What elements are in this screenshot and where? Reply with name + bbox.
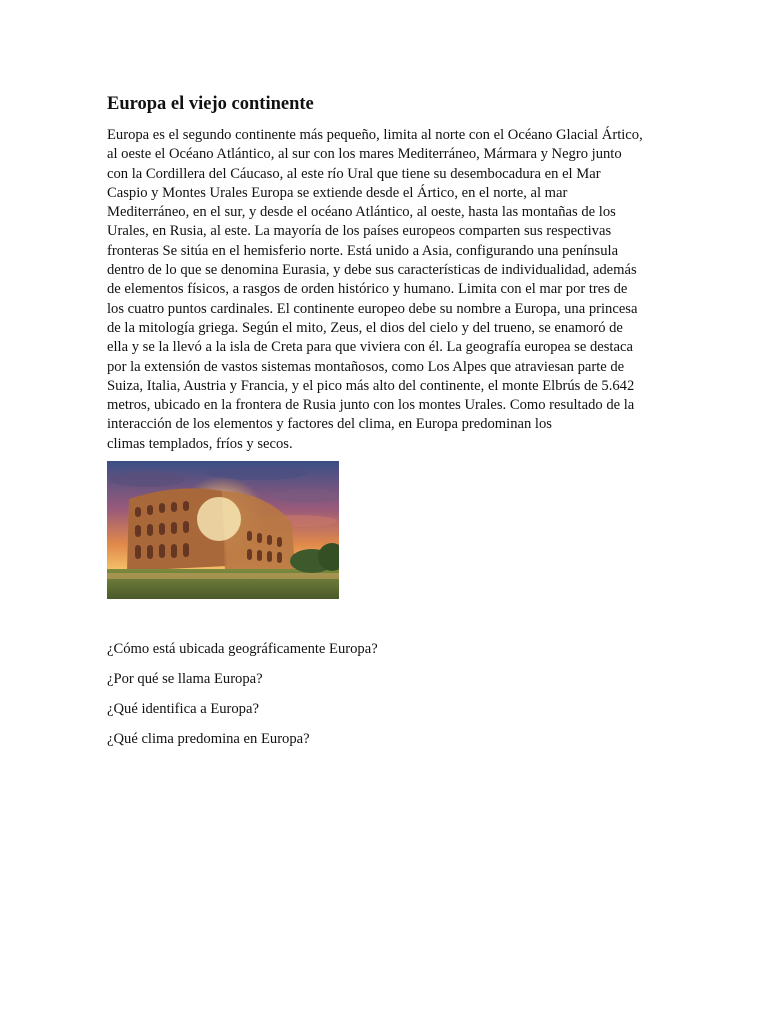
- questions-list: [107, 640, 663, 749]
- question-item: ¿Qué clima predomina en Europa?: [107, 731, 310, 748]
- question-item: ¿Cómo está ubicada geográficamente Europa?: [107, 641, 378, 658]
- document-body-paragraph: Europa es el segundo continente más pequeño, limita al norte con el Océano Glacial Ártico, al oeste el Océano Atlántico, al sur con los mares Mediterráneo, Mármara y Negro junto con la Cordillera del Cáucaso, al este río Ural que tiene su desembocadura en el Mar Caspio y Montes Urales Europa se extiende desde el Ártico, en el norte, al mar Mediterráneo, en el sur, y desde el océano Atlántico, al oeste, hasta las montañas de los Urales, en Rusia, al este. La mayoría de los países europeos comparten sus respectivas fronteras Se sitúa en el hemisferio norte. Está unido a Asia, configurando una península dentro de lo que se denomina Eurasia, y debe sus características de individualidad, además de elementos físicos, a rasgos de orden histórico y humano. Limita con el mar por tres de los cuatro puntos cardinales. El continente europeo debe su nombre a Europa, una princesa de la mitología griega. Según el mito, Zeus, el dios del cielo y del trueno, se enamoró de ella y se la llevó a la isla de Creta para que viviera con él. La geografía europea se destaca por la extensión de vastos sistemas montañosos, como Los Alpes que atraviesan parte de Suiza, Italia, Austria y Francia, y el pico más alto del continente, el monte Elbrús de 5.642 metros, ubicado en la frontera de Rusia junto con los montes Urales. Como resultado de la interacción de los elementos y factores del clima, en Europa predominan los climas templados, fríos y secos.: [107, 127, 643, 452]
- document-title: Europa el viejo continente: [107, 94, 314, 114]
- colosseum-photo: [107, 461, 339, 599]
- question-item: ¿Qué identifica a Europa?: [107, 701, 259, 718]
- question-item: ¿Por qué se llama Europa?: [107, 671, 263, 688]
- document-page: [107, 92, 663, 760]
